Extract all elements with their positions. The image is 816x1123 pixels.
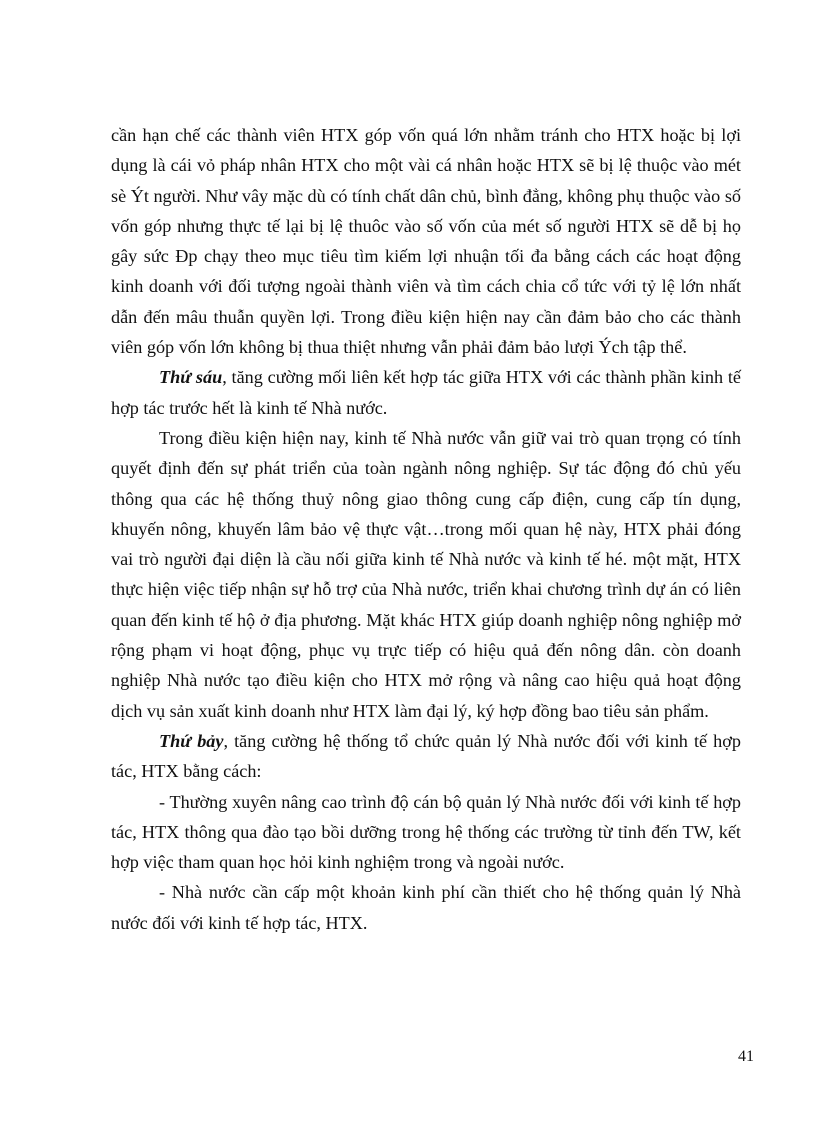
paragraph-2 <box>111 362 741 423</box>
paragraph-5-text: - Thường xuyên nâng cao trình độ cán bộ quản lý Nhà nước đối với kinh tế hợp tác, HTX thông qua đào tạo bồi dưỡng trong hệ thống các trường từ tỉnh đến TW, kết hợp việc tham quan học hỏi kinh nghiệm trong và ngoài nước. <box>111 791 741 873</box>
paragraph-1-text: cần hạn chế các thành viên HTX góp vốn quá lớn nhằm tránh cho HTX hoặc bị lợi dụng là cái vỏ pháp nhân HTX cho một vài cá nhân hoặc HTX sẽ bị lệ thuộc vào mét sè Ýt người. Như vây mặc dù có tính chất dân chủ, bình đẳng, không phụ thuộc vào số vốn góp nhưng thực tế lại bị lệ thuôc vào số vốn của mét số người HTX sẽ dễ bị họ gây sức Ðp chạy theo mục tiêu tìm kiếm lợi nhuận tối đa bằng cách các hoạt động kinh doanh với đối tượng ngoài thành viên và tìm cách chia cổ tức với tỷ lệ lớn nhất dẫn đến mâu thuẫn quyền lợi. Trong điều kiện hiện nay cần đảm bảo cho các thành viên góp vốn lớn không bị thua thiệt nhưng vẫn phải đảm bảo lượi Ých tập thể. <box>111 125 741 358</box>
paragraph-1 <box>111 120 741 362</box>
body-text <box>111 120 741 938</box>
paragraph-6 <box>111 877 741 938</box>
paragraph-2-text: , tăng cường mối liên kết hợp tác giữa HTX với các thành phần kinh tế hợp tác trước hết là kinh tế Nhà nước. <box>111 367 741 418</box>
paragraph-4 <box>111 726 741 787</box>
paragraph-4-text: , tăng cường hệ thống tổ chức quản lý Nhà nước đối với kinh tế hợp tác, HTX bằng cách: <box>111 730 741 782</box>
page-number: 41 <box>738 1048 754 1065</box>
paragraph-5 <box>111 787 741 878</box>
paragraph-3-text: Trong điều kiện hiện nay, kinh tế Nhà nước vẫn giữ vai trò quan trọng có tính quyết định đến sự phát triển của toàn ngành nông nghiệp. Sự tác động đó chủ yếu thông qua các hệ thống thuỷ nông giao thông cung cấp điện, cung cấp tín dụng, khuyến nông, khuyến lâm bảo vệ thực vật…trong mối quan hệ này, HTX phải đóng vai trò người đại diện là cầu nối giữa kinh tế Nhà nước và kinh tế hé. một mặt, HTX thực hiện việc tiếp nhận sự hỗ trợ của Nhà nước, triển khai chương trình dự án có liên quan đến kinh tế hộ ở địa phương. Mặt khác HTX giúp doanh nghiệp nông nghiệp mở rộng phạm vi hoạt động, phục vụ trực tiếp có hiệu quả đến nông dân. còn doanh nghiệp Nhà nước tạo điều kiện cho HTX mở rộng và nâng cao hiệu quả hoạt động dịch vụ sản xuất kinh doanh như HTX làm đại lý, ký hợp đồng bao tiêu sản phẩm. <box>111 427 741 721</box>
paragraph-4-lead: Thứ bảy <box>159 730 224 751</box>
paragraph-6-text: - Nhà nước cần cấp một khoản kinh phí cần thiết cho hệ thống quản lý Nhà nước đối với kinh tế hợp tác, HTX. <box>111 882 741 933</box>
paragraph-3 <box>111 423 741 726</box>
paragraph-2-lead: Thứ sáu <box>159 367 223 388</box>
